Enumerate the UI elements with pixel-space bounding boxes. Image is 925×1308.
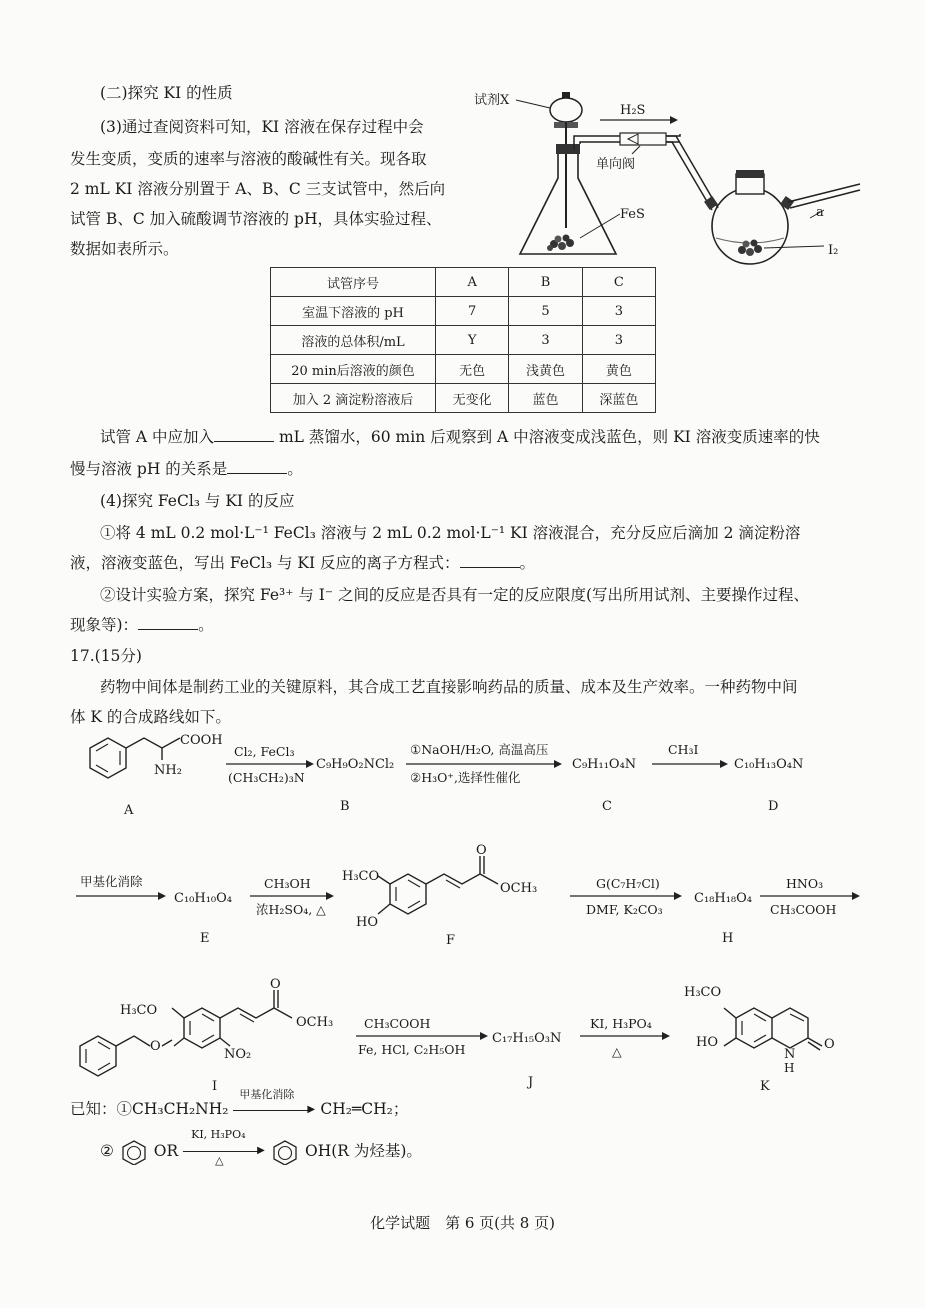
q17-intro-line2: 体 K 的合成路线如下。 [70, 708, 231, 726]
compound-k [684, 985, 835, 1094]
table-row [271, 297, 656, 326]
h-formula: C₁₈H₁₈O₄ [694, 891, 752, 906]
benzene-icon [119, 1139, 149, 1165]
table-header-cell: 试管序号 [271, 268, 436, 297]
svg-text:N: N [784, 1047, 796, 1062]
table-cell: 3 [582, 326, 655, 355]
experiment-table [270, 267, 656, 413]
k-label: K [760, 1079, 770, 1094]
table-cell: 加入 2 滴淀粉溶液后 [271, 384, 436, 413]
known-arrow2: KI, H₃PO₄ ▶ △ [183, 1142, 265, 1162]
e-label: E [200, 931, 210, 946]
flask-stopper [556, 144, 580, 154]
table-cell: 3 [582, 297, 655, 326]
i2-solid [738, 240, 762, 257]
f-label: F [446, 933, 456, 948]
svg-text:①NaOH/H₂O, 高温高压: ①NaOH/H₂O, 高温高压 [410, 742, 549, 757]
q4-title: (4)探究 FeCl₃ 与 KI 的反应 [100, 492, 295, 510]
svg-text:H₃CO: H₃CO [120, 1003, 158, 1018]
svg-text:CH₃OH: CH₃OH [264, 876, 311, 891]
fes-label: FeS [620, 207, 645, 222]
table-row [271, 268, 656, 297]
table-cell: 蓝色 [509, 384, 582, 413]
arrowhead-icon: ▶ [257, 1145, 265, 1156]
table-header-cell: C [582, 268, 655, 297]
svg-text:O: O [824, 1037, 835, 1052]
table-row [271, 326, 656, 355]
q3-line1: (3)通过查阅资料可知，KI 溶液在保存过程中会 [100, 118, 424, 136]
page-footer: 化学试题 第 6 页(共 8 页) [370, 1214, 555, 1232]
svg-text:DMF, K₂CO₃: DMF, K₂CO₃ [586, 902, 663, 917]
answer-blank[interactable] [460, 551, 520, 568]
table-cell: 20 min后溶液的颜色 [271, 355, 436, 384]
table-cell: 深蓝色 [582, 384, 655, 413]
svg-text:O: O [150, 1039, 161, 1054]
c-formula: C₉H₁₁O₄N [572, 757, 637, 772]
table-header-cell: B [509, 268, 582, 297]
q4-p2-line2: 现象等)： 。 [70, 610, 214, 640]
q3-line2: 发生变质，变质的速率与溶液的酸碱性有关。现各取 [70, 150, 427, 168]
q3-line3: 2 mL KI 溶液分别置于 A、B、C 三支试管中，然后向 [70, 180, 446, 198]
q17-number: 17.(15分) [70, 647, 142, 665]
answer-blank[interactable] [138, 613, 198, 630]
h2s-label: H₂S [620, 103, 646, 118]
table-cell: Y [436, 326, 509, 355]
svg-text:OCH₃: OCH₃ [500, 881, 538, 896]
known-line1: 已知：①CH₃CH₂NH₂ 甲基化消除 ▶ CH₂═CH₂； [70, 1088, 409, 1118]
table-header-cell: A [436, 268, 509, 297]
svg-text:CH₃COOH: CH₃COOH [770, 902, 837, 917]
b-label: B [340, 799, 350, 814]
j-label: J [528, 1075, 534, 1090]
svg-text:NO₂: NO₂ [224, 1047, 252, 1062]
a-cooh: COOH [180, 733, 223, 748]
i-label: I [212, 1079, 218, 1094]
table-cell: 5 [509, 297, 582, 326]
section-heading: (二)探究 KI 的性质 [100, 84, 233, 102]
compound-a [90, 733, 223, 818]
q17-intro-line1: 药物中间体是制药工业的关键原料，其合成工艺直接影响药品的质量、成本及生产效率。一种药物中间 [100, 678, 798, 696]
answer-blank[interactable] [227, 457, 287, 474]
benzene-icon [270, 1139, 300, 1165]
arrowhead-icon: ▶ [307, 1104, 316, 1115]
a-label: A [124, 803, 134, 818]
synthesis-scheme [60, 728, 880, 1098]
funnel-bulb [550, 98, 582, 122]
svg-text:H: H [784, 1061, 795, 1075]
i2-label: I₂ [828, 243, 839, 258]
q4-p1-line2: 液，溶液变蓝色，写出 FeCl₃ 与 KI 反应的离子方程式： 。 [70, 548, 535, 578]
svg-text:浓H₂SO₄, △: 浓H₂SO₄, △ [256, 902, 326, 917]
table-cell: 无变化 [436, 384, 509, 413]
c-label: C [602, 799, 612, 814]
tube-a-label: a [816, 205, 824, 220]
answer-blank[interactable] [214, 425, 274, 442]
svg-text:H₃CO: H₃CO [342, 869, 380, 884]
svg-text:HO: HO [696, 1035, 718, 1050]
svg-text:Fe, HCl, C₂H₅OH: Fe, HCl, C₂H₅OH [358, 1042, 466, 1057]
known-line2: ② OR KI, H₃PO₄ ▶ △ OH(R 为烃基)。 [100, 1128, 422, 1167]
svg-text:②H₃O⁺,选择性催化: ②H₃O⁺,选择性催化 [410, 770, 521, 785]
d-label: D [768, 799, 779, 814]
fes-solid [547, 235, 574, 252]
svg-text:(CH₃CH₂)₃N: (CH₃CH₂)₃N [228, 770, 305, 785]
table-row [271, 384, 656, 413]
svg-text:Cl₂, FeCl₃: Cl₂, FeCl₃ [234, 744, 295, 759]
table-cell: 黄色 [582, 355, 655, 384]
center-stopper [736, 170, 764, 178]
svg-text:KI, H₃PO₄: KI, H₃PO₄ [590, 1016, 652, 1031]
table-cell: 无色 [436, 355, 509, 384]
valve-label: 单向阀 [596, 157, 636, 172]
svg-text:CH₃COOH: CH₃COOH [364, 1016, 431, 1031]
q3-after-line2: 慢与溶液 pH 的关系是 。 [70, 454, 303, 484]
svg-text:O: O [270, 977, 281, 992]
q4-p2-line1: ②设计实验方案，探究 Fe³⁺ 与 I⁻ 之间的反应是否具有一定的反应限度(写出所用试剂、主要操作过程、 [100, 586, 810, 604]
table-cell: 3 [509, 326, 582, 355]
b-formula: C₉H₉O₂NCl₂ [316, 757, 395, 772]
e-formula: C₁₀H₁₀O₄ [174, 891, 232, 906]
table-cell: 浅黄色 [509, 355, 582, 384]
compound-i [80, 977, 333, 1094]
reagent-x-label: 试剂X [474, 93, 510, 108]
table-cell: 7 [436, 297, 509, 326]
compound-f [342, 843, 537, 948]
svg-text:OCH₃: OCH₃ [296, 1015, 334, 1030]
svg-text:HNO₃: HNO₃ [786, 876, 824, 891]
d-formula: C₁₀H₁₃O₄N [734, 757, 804, 772]
svg-text:H₃CO: H₃CO [684, 985, 722, 1000]
table-cell: 室温下溶液的 pH [271, 297, 436, 326]
table-row [271, 355, 656, 384]
funnel-stopper [562, 92, 570, 98]
svg-text:CH₃I: CH₃I [668, 742, 699, 757]
q3-line5: 数据如表所示。 [70, 240, 179, 258]
svg-text:甲基化消除: 甲基化消除 [80, 874, 143, 889]
svg-text:HO: HO [356, 915, 378, 930]
q4-p1-line1: ①将 4 mL 0.2 mol·L⁻¹ FeCl₃ 溶液与 2 mL 0.2 mol·L⁻¹ KI 溶液混合，充分反应后滴加 2 滴淀粉溶 [100, 524, 801, 542]
q3-line4: 试管 B、C 加入硫酸调节溶液的 pH，具体实验过程、 [70, 210, 442, 228]
j-formula: C₁₇H₁₅O₃N [492, 1031, 562, 1046]
svg-text:△: △ [612, 1044, 622, 1059]
a-nh2: NH₂ [154, 763, 182, 778]
h-label: H [722, 931, 734, 946]
known-arrow1: 甲基化消除 ▶ [233, 1102, 315, 1118]
svg-text:O: O [476, 843, 487, 858]
table-cell: 溶液的总体积/mL [271, 326, 436, 355]
svg-text:G(C₇H₇Cl): G(C₇H₇Cl) [596, 876, 660, 891]
q3-after-line1: 试管 A 中应加入 mL 蒸馏水，60 min 后观察到 A 中溶液变成浅蓝色，则 KI 溶液变质速率的快 [100, 422, 820, 452]
apparatus-diagram [470, 78, 870, 268]
